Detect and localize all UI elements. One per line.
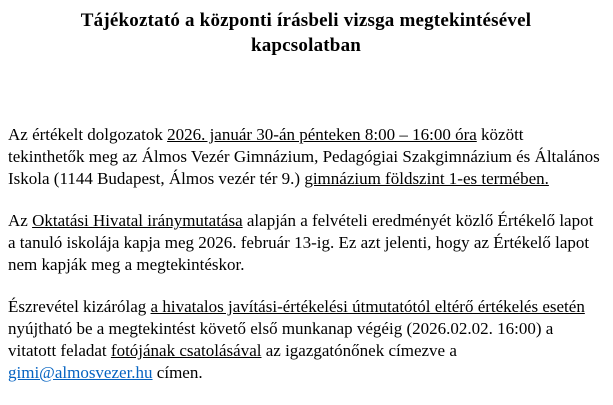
text-run: alapján a felvételi eredményét közlő Értékelő lapot a tanuló iskolája kapja meg 2026. február 13-ig. Ez azt jelenti, hogy az Értékelő lapot nem kapják meg a megtekintéskor. bbox=[8, 211, 594, 274]
underlined-objection-condition: a hivatalos javítási-értékelési útmutatótól eltérő értékelés esetén bbox=[150, 297, 585, 316]
email-link[interactable]: gimi@almosvezer.hu bbox=[8, 363, 153, 382]
text-run: az igazgatónőnek címezve a bbox=[261, 341, 457, 360]
text-run: Az értékelt dolgozatok bbox=[8, 125, 168, 144]
underlined-photo-attachment: fotójának csatolásával bbox=[110, 341, 262, 360]
underlined-room-info: gimnázium földszint 1-es termében. bbox=[304, 169, 549, 188]
text-run: nyújtható be a megtekintést követő első munkanap végéig (2026.02.02. 16:00) a vitatott feladat bbox=[8, 319, 554, 360]
document-title: Tájékoztató a központi írásbeli vizsga megtekintésével kapcsolatban bbox=[80, 10, 532, 56]
underlined-date-time: 2026. január 30-án pénteken 8:00 – 16:00 óra bbox=[167, 125, 477, 144]
text-run: Észrevétel kizárólag bbox=[8, 297, 151, 316]
paragraph-viewing-info bbox=[8, 124, 604, 190]
text-run: Az bbox=[8, 211, 33, 230]
underlined-authority-guidance: Oktatási Hivatal iránymutatása bbox=[32, 211, 243, 230]
paragraph-evaluation-sheet bbox=[8, 210, 604, 276]
paragraph-objection-info bbox=[8, 296, 604, 384]
text-run: címen. bbox=[152, 363, 203, 382]
text-run: között tekinthetők meg az Álmos Vezér Gimnázium, Pedagógiai Szakgimnázium és Általános Iskola (1144 Budapest, Álmos vezér tér 9.) bbox=[8, 125, 600, 188]
